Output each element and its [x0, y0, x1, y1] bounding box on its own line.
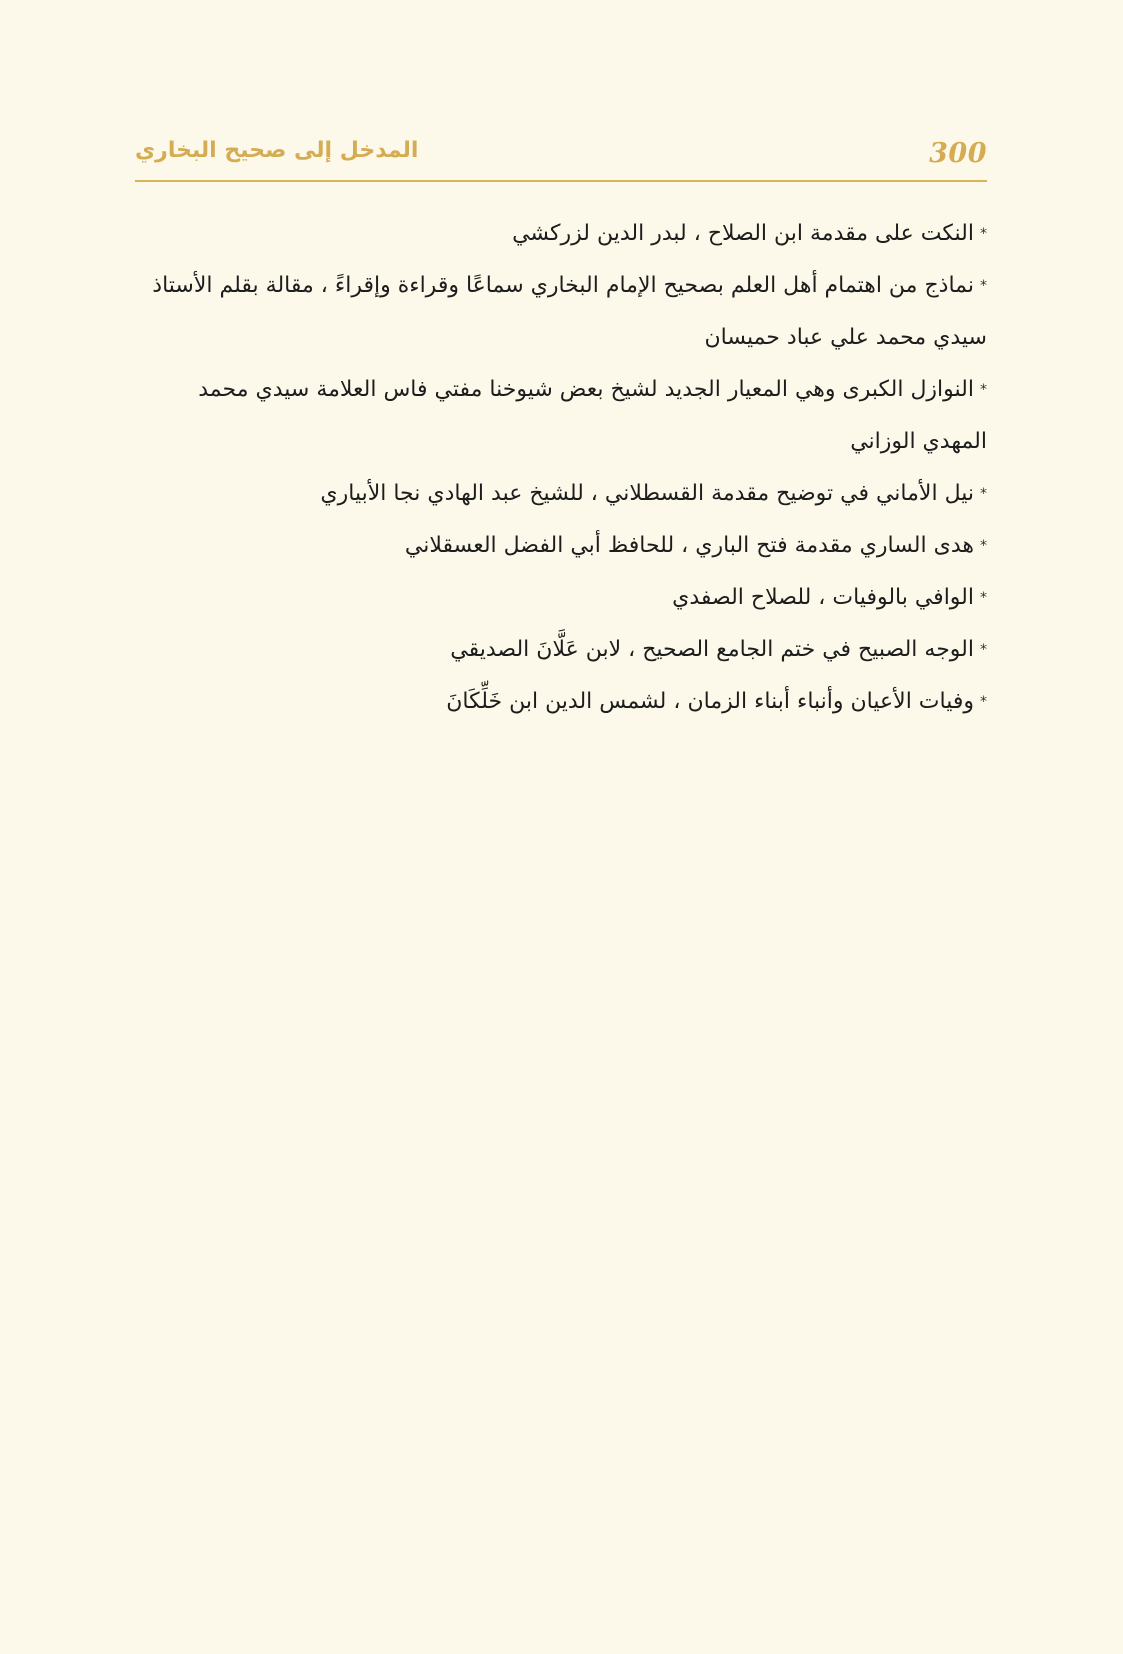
entry-text: الوجه الصبيح في ختم الجامع الصحيح ، لابن عَلَّانَ الصديقي — [450, 637, 974, 662]
bullet-star-icon: * — [980, 538, 987, 554]
entry-text: وفيات الأعيان وأنباء أبناء الزمان ، لشمس الدين ابن خَلِّكَانَ — [446, 689, 974, 714]
page-header — [135, 132, 987, 182]
bibliography-entry — [135, 520, 987, 572]
bullet-star-icon: * — [980, 642, 987, 658]
running-title: المدخل إلى صحيح البخاري — [135, 138, 419, 163]
bibliography-entry — [135, 208, 987, 260]
bullet-star-icon: * — [980, 694, 987, 710]
bibliography-entry — [135, 260, 987, 364]
entry-text: النكت على مقدمة ابن الصلاح ، لبدر الدين لزركشي — [512, 221, 974, 246]
bullet-star-icon: * — [980, 590, 987, 606]
bullet-star-icon: * — [980, 486, 987, 502]
bibliography-entry — [135, 624, 987, 676]
bullet-star-icon: * — [980, 382, 987, 398]
bibliography-entry — [135, 676, 987, 728]
bibliography-entry — [135, 364, 987, 468]
bibliography-entry — [135, 572, 987, 624]
bibliography-list — [135, 208, 987, 728]
entry-text: نيل الأماني في توضيح مقدمة القسطلاني ، للشيخ عبد الهادي نجا الأبياري — [320, 481, 974, 506]
bibliography-entry — [135, 468, 987, 520]
entry-text: النوازل الكبرى وهي المعيار الجديد لشيخ بعض شيوخنا مفتي فاس العلامة سيدي محمد المهدي الوزاني — [198, 377, 987, 454]
bullet-star-icon: * — [980, 278, 987, 294]
entry-text: هدى الساري مقدمة فتح الباري ، للحافظ أبي الفضل العسقلاني — [404, 533, 974, 558]
entry-text: نماذج من اهتمام أهل العلم بصحيح الإمام البخاري سماعًا وقراءة وإقراءً ، مقالة بقلم الأستاذ سيدي محمد علي عباد حميسان — [152, 273, 987, 350]
page-number: 300 — [929, 138, 987, 169]
bullet-star-icon: * — [980, 226, 987, 242]
entry-text: الوافي بالوفيات ، للصلاح الصفدي — [672, 585, 974, 610]
